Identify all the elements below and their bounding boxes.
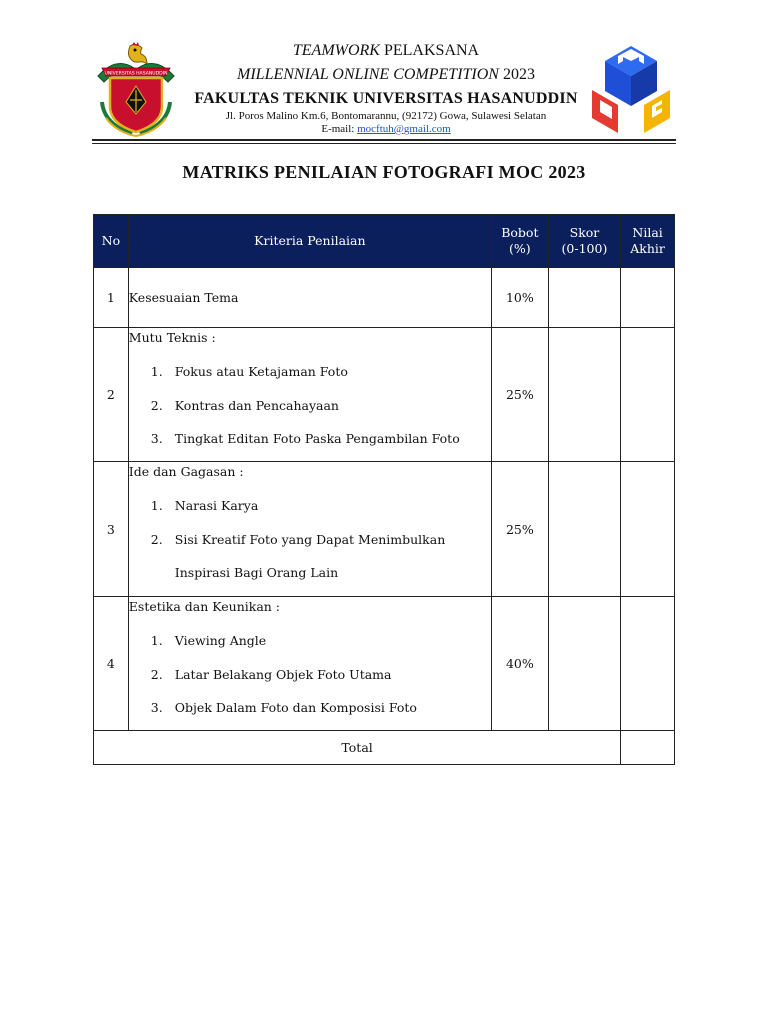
header-bobot-line1: Bobot <box>501 225 539 240</box>
item-number: 2. <box>150 666 163 682</box>
letterhead-pelaksana: PELAKSANA <box>379 42 480 59</box>
criteria-cell <box>128 597 491 731</box>
weight-cell: 25% <box>491 462 548 597</box>
item-text: Objek Dalam Foto dan Komposisi Foto <box>174 700 417 715</box>
item-number: 3. <box>150 700 163 715</box>
final-value-cell[interactable] <box>621 462 675 597</box>
table-row <box>94 462 675 597</box>
list-item <box>129 547 491 581</box>
letterhead-rule-thin <box>92 143 676 144</box>
criteria-title: Ide dan Gagasan : <box>128 464 244 479</box>
final-value-cell[interactable] <box>621 268 675 328</box>
row-number: 4 <box>94 597 129 731</box>
table-row <box>94 597 675 731</box>
item-number: 1. <box>150 364 163 379</box>
letterhead-faculty: FAKULTAS TEKNIK UNIVERSITAS HASANUDDIN <box>194 90 578 107</box>
score-cell[interactable] <box>548 462 620 597</box>
letterhead-address: Jl. Poros Malino Km.6, Bontomarannu, (92172) Gowa, Sulawesi Selatan <box>225 110 547 122</box>
item-number: 2. <box>150 397 163 413</box>
seal-banner-text: UNIVERSITAS HASANUDDIN <box>104 71 168 77</box>
item-text: Sisi Kreatif Foto yang Dapat Menimbulkan <box>174 531 446 547</box>
criteria-cell <box>128 462 491 597</box>
criteria-title: Kesesuaian Tema <box>128 289 239 305</box>
letterhead-rule-thick <box>92 139 676 141</box>
item-text: Latar Belakang Objek Foto Utama <box>174 666 392 682</box>
university-seal-logo <box>92 42 180 138</box>
criteria-cell <box>128 268 491 328</box>
item-number: 3. <box>150 431 163 446</box>
table-header-row <box>94 215 675 268</box>
list-item <box>129 682 491 716</box>
item-number: 1. <box>150 498 163 513</box>
list-item <box>129 346 491 380</box>
header-no: No <box>94 215 129 268</box>
header-skor-line1: Skor <box>569 225 600 240</box>
letterhead-teamwork: TEAMWORK <box>292 42 380 59</box>
list-item <box>129 480 491 514</box>
header-bobot-line2: (%) <box>509 241 531 256</box>
list-item <box>129 413 491 447</box>
score-cell[interactable] <box>548 328 620 462</box>
letterhead-year: 2023 <box>498 66 535 83</box>
header-nilai-line2: Akhir <box>630 241 665 256</box>
table-row <box>94 328 675 462</box>
item-number: 1. <box>150 633 163 648</box>
header-bobot <box>491 215 548 268</box>
list-item <box>129 514 491 548</box>
header-skor-line2: (0-100) <box>561 241 608 256</box>
list-item <box>129 380 491 414</box>
final-value-cell[interactable] <box>621 597 675 731</box>
weight-cell: 40% <box>491 597 548 731</box>
weight-cell: 10% <box>491 268 548 328</box>
weight-cell: 25% <box>491 328 548 462</box>
score-cell[interactable] <box>548 268 620 328</box>
list-item <box>129 649 491 683</box>
letterhead-email-line <box>180 123 592 135</box>
criteria-sub-list <box>129 615 491 716</box>
moc-logo <box>588 44 674 136</box>
item-text: Kontras dan Pencahayaan <box>174 397 339 413</box>
letterhead-line-2 <box>180 66 592 84</box>
letterhead-competition: MILLENNIAL ONLINE COMPETITION <box>237 66 499 83</box>
header-kriteria: Kriteria Penilaian <box>128 215 491 268</box>
list-item <box>129 615 491 649</box>
criteria-title: Estetika dan Keunikan : <box>128 599 281 614</box>
assessment-matrix-table <box>93 214 675 765</box>
criteria-sub-list <box>129 480 491 581</box>
criteria-title: Mutu Teknis : <box>128 330 216 345</box>
criteria-cell <box>128 328 491 462</box>
row-number: 3 <box>94 462 129 597</box>
score-cell[interactable] <box>548 597 620 731</box>
total-label: Total <box>94 731 621 765</box>
table-row <box>94 268 675 328</box>
total-value-cell[interactable] <box>621 731 675 765</box>
email-link[interactable]: mocftuh@gmail.com <box>357 123 451 135</box>
header-nilai-akhir <box>621 215 675 268</box>
email-label: E-mail: <box>321 123 358 135</box>
item-text: Narasi Karya <box>174 498 259 513</box>
header-nilai-line1: Nilai <box>632 225 663 240</box>
item-number: 2. <box>150 531 163 547</box>
item-text: Fokus atau Ketajaman Foto <box>174 364 348 379</box>
document-title: MATRIKS PENILAIAN FOTOGRAFI MOC 2023 <box>182 162 586 182</box>
row-number: 1 <box>94 268 129 328</box>
row-number: 2 <box>94 328 129 462</box>
item-text: Tingkat Editan Foto Paska Pengambilan Foto <box>174 431 460 446</box>
letterhead-line-1 <box>180 42 592 60</box>
item-text: Viewing Angle <box>174 633 267 648</box>
final-value-cell[interactable] <box>621 328 675 462</box>
total-row <box>94 731 675 765</box>
item-text: Inspirasi Bagi Orang Lain <box>174 565 339 580</box>
criteria-sub-list <box>129 346 491 447</box>
header-skor <box>548 215 620 268</box>
